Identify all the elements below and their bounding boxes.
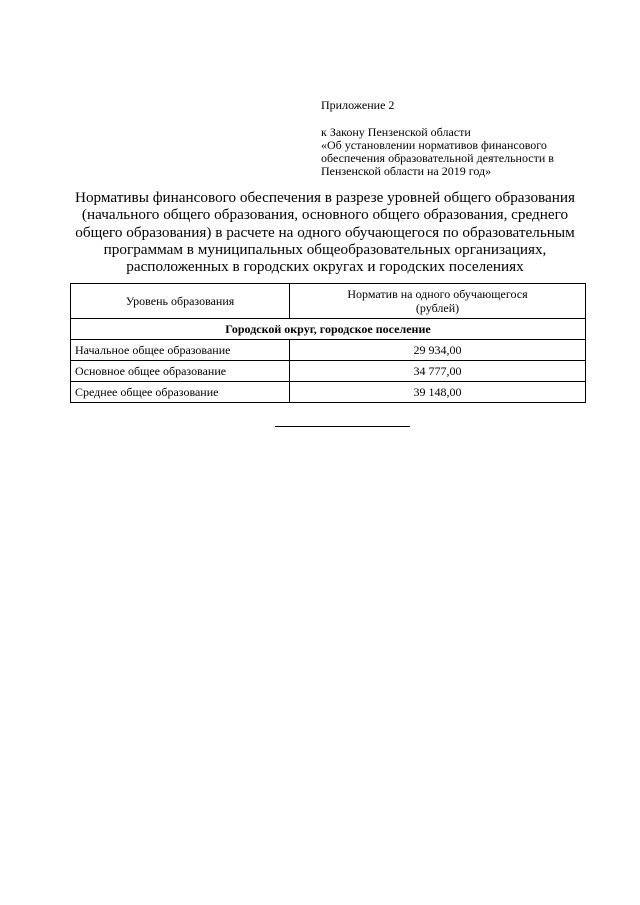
appendix-line: «Об установлении нормативов финансового: [321, 138, 547, 152]
appendix-line: обеспечения образовательной деятельности в: [321, 151, 554, 165]
row-education-level: Среднее общее образование: [71, 382, 290, 403]
appendix-header: [321, 99, 621, 178]
document-title: [60, 189, 590, 275]
header-norm-unit: (рублей): [415, 300, 460, 315]
table-row: [71, 361, 586, 382]
table-row: [71, 340, 586, 361]
section-row: [71, 319, 586, 340]
appendix-line: к Закону Пензенской области: [321, 125, 471, 139]
document-title-line: общего образования) в расчете на одного обучающегося по образовательным: [75, 223, 575, 241]
header-norm-per-student: [290, 284, 586, 319]
header-education-level: Уровень образования: [71, 284, 290, 319]
row-norm-value: 29 934,00: [290, 340, 586, 361]
document-title-line: Нормативы финансового обеспечения в разрезе уровней общего образования: [74, 189, 576, 206]
document-title-line: (начального общего образования, основного общего образования, среднего: [81, 206, 569, 224]
closing-divider: [275, 426, 410, 427]
row-education-level: Начальное общее образование: [71, 340, 290, 361]
document-title-line: программам в муниципальных общеобразовательных организациях,: [103, 240, 547, 258]
norms-table: [70, 283, 586, 403]
row-education-level: Основное общее образование: [71, 361, 290, 382]
appendix-title: Приложение 2: [321, 98, 395, 112]
section-title: Городской округ, городское поселение: [71, 319, 586, 340]
header-norm-line: Норматив на одного обучающегося: [347, 286, 528, 301]
table-row: [71, 382, 586, 403]
row-norm-value: 34 777,00: [290, 361, 586, 382]
document-title-line: расположенных в городских округах и городских поселениях: [126, 258, 524, 276]
table-header-row: [71, 284, 586, 319]
row-norm-value: 39 148,00: [290, 382, 586, 403]
appendix-line: Пензенской области на 2019 год»: [321, 164, 492, 178]
